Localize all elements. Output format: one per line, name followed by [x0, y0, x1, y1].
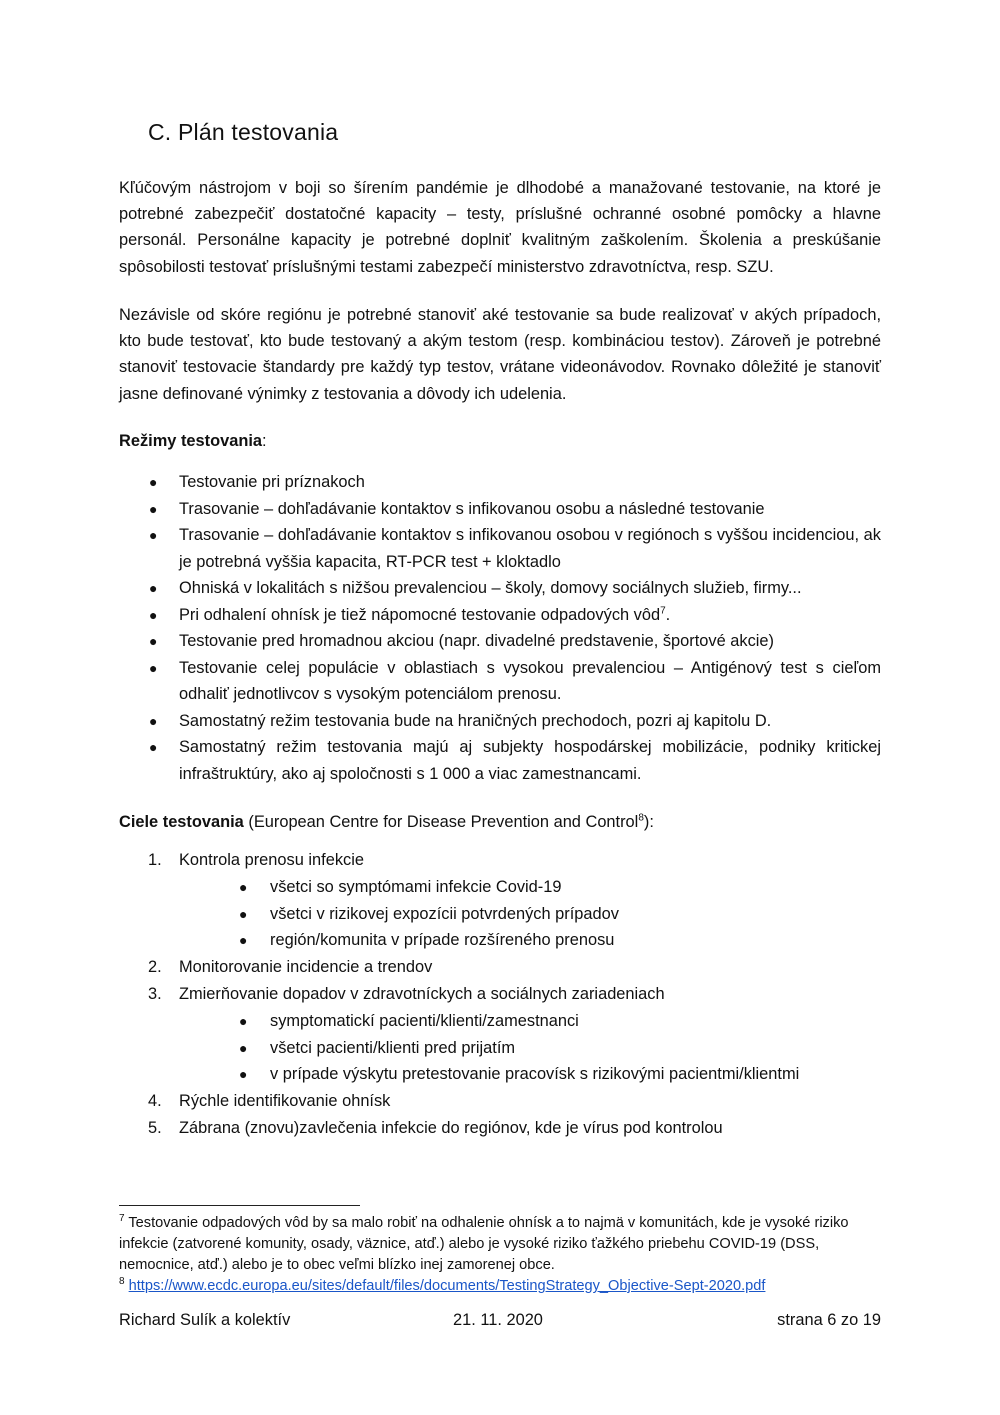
- bullet-icon: ●: [239, 905, 248, 922]
- sublist-item-text: všetci v rizikovej expozícii potvrdených prípadov: [270, 904, 619, 923]
- footnotes: [119, 1213, 881, 1297]
- list-item: [119, 602, 881, 629]
- goal-label: Rýchle identifikovanie ohnísk: [179, 1092, 391, 1111]
- sublist-item: [119, 1035, 881, 1062]
- bullet-icon: ●: [149, 527, 158, 543]
- list-item-text: Testovanie pred hromadnou akciou (napr. divadelné predstavenie, športové akcie): [179, 632, 774, 650]
- footnote-number: 8: [119, 1276, 125, 1288]
- bullet-icon: ●: [149, 659, 158, 676]
- list-item: [119, 655, 881, 708]
- list-item-text: Testovanie celej populácie v oblastiach s vysokou prevalenciou – Antigénový test s cieľom odhaliť jednotlivcov s vysokým potenciálom prenosu.: [179, 658, 881, 703]
- intro-paragraph-1: Kľúčovým nástrojom v boji so šírením pandémie je dlhodobé a manažované testovanie, na ktoré je potrebné zabezpečiť dostatočné kapacity – testy, príslušné ochranné osobné pomôcky a hlavne personál. Personálne kapacity je potrebné doplniť kvalitným zaškolením. Školenia a preskúšanie spôsobilosti testovať príslušnými testami zabezpečí ministerstvo zdravotníctva, resp. SZU.: [119, 179, 881, 276]
- bullet-icon: ●: [149, 500, 158, 517]
- footnote-ref-after: .: [665, 605, 671, 624]
- goal-item: [119, 847, 881, 954]
- goals-heading-bold: Ciele testovania: [119, 813, 244, 831]
- footer-page-number: strana 6 zo 19: [777, 1311, 881, 1329]
- modes-heading-tail: :: [262, 432, 267, 450]
- list-item: [119, 708, 881, 735]
- sublist-item: [119, 901, 881, 928]
- goal-number: 4.: [148, 1092, 162, 1111]
- goal-sublist: [179, 1008, 881, 1088]
- bullet-icon: ●: [149, 633, 158, 649]
- bullet-icon: ●: [149, 739, 158, 755]
- goals-heading-tail-a: (European Centre for Disease Prevention and Control: [243, 813, 639, 831]
- list-item-text: Trasovanie – dohľadávanie kontaktov s infikovanou osobu a následné testovanie: [179, 499, 765, 518]
- bullet-icon: ●: [149, 606, 158, 623]
- bullet-icon: ●: [149, 474, 158, 490]
- goals-list: [119, 847, 881, 1142]
- list-item-text: Ohniská v lokalitách s nižšou prevalenciou – školy, domovy sociálnych služieb, firmy...: [179, 579, 802, 597]
- bullet-icon: ●: [239, 878, 248, 895]
- list-item: [119, 628, 881, 655]
- section-title: C. Plán testovania: [148, 119, 339, 145]
- sublist-item: [119, 1008, 881, 1035]
- sublist-item-text: región/komunita v prípade rozšíreného prenosu: [270, 931, 615, 950]
- goal-item: [119, 981, 881, 1088]
- sublist-item-text: symptomatickí pacienti/klienti/zamestnanci: [270, 1011, 579, 1030]
- footnote-link[interactable]: https://www.ecdc.europa.eu/sites/default/files/documents/TestingStrategy_Objective-Sept-2020.pdf: [128, 1278, 766, 1294]
- bullet-icon: ●: [239, 1066, 248, 1083]
- footnote-7: [119, 1213, 881, 1276]
- list-item: [119, 469, 881, 496]
- goal-number: 3.: [148, 984, 162, 1003]
- list-item: [119, 575, 881, 602]
- list-item-text: Testovanie pri príznakoch: [179, 473, 365, 491]
- goal-label: Zmierňovanie dopadov v zdravotníckych a sociálnych zariadeniach: [179, 984, 665, 1003]
- sublist-item-text: všetci so symptómami infekcie Covid-19: [270, 877, 562, 896]
- modes-heading-bold: Režimy testovania: [119, 432, 263, 450]
- sublist-item: [119, 874, 881, 901]
- list-item-text: Pri odhalení ohnísk je tiež nápomocné testovanie odpadových vôd: [179, 605, 661, 624]
- goal-item: [119, 954, 881, 981]
- footnote-8: [119, 1276, 881, 1297]
- list-item-text: Trasovanie – dohľadávanie kontaktov s infikovanou osobou v regiónoch s vyššou incidenciou, ak je potrebná vyššia kapacita, RT-PCR test + kloktadlo: [179, 526, 881, 571]
- footer-date: 21. 11. 2020: [453, 1311, 543, 1329]
- footnote-divider: [119, 1205, 360, 1206]
- sublist-item: [119, 1061, 881, 1088]
- list-item: [119, 496, 881, 523]
- goal-label: Kontrola prenosu infekcie: [179, 851, 364, 869]
- goal-number: 2.: [148, 958, 162, 977]
- bullet-icon: ●: [149, 712, 158, 729]
- footnote-ref-8[interactable]: 8: [638, 812, 644, 824]
- intro-paragraph-2: Nezávisle od skóre regiónu je potrebné stanoviť aké testovanie sa bude realizovať v akých prípadoch, kto bude testovať, kto bude testovaný a akým testom (resp. kombináciou testov). Zároveň je potrebné stanoviť testovacie štandardy pre každý typ testov, vrátane videonávodov. Rovnako dôležité je stanoviť jasne definované výnimky z testovania a dôvody ich udelenia.: [119, 306, 881, 403]
- list-item: [119, 734, 881, 787]
- footnote-ref-7[interactable]: 7: [660, 605, 666, 617]
- footnote-text: Testovanie odpadových vôd by sa malo robiť na odhalenie ohnísk a to najmä v komunitách, kde je vysoké riziko infekcie (zatvorené komunity, osady, väznice, atď.) alebo je vysoké riziko ťažkého priebehu COVID-19 (DSS, nemocnice, atď.) alebo je to obec veľmi blízko inej zamorenej obce.: [119, 1215, 849, 1273]
- goals-heading-tail-b: ):: [643, 813, 654, 831]
- bullet-icon: ●: [149, 580, 158, 596]
- bullet-icon: ●: [239, 1012, 248, 1029]
- sublist-item: [119, 927, 881, 954]
- footer-author: Richard Sulík a kolektív: [119, 1311, 291, 1329]
- goals-heading: [119, 809, 654, 835]
- goal-item: [119, 1115, 881, 1142]
- goal-label: Zábrana (znovu)zavlečenia infekcie do regiónov, kde je vírus pod kontrolou: [179, 1118, 723, 1137]
- bullet-icon: ●: [239, 1039, 248, 1056]
- list-item-text: Samostatný režim testovania bude na hraničných prechodoch, pozri aj kapitolu D.: [179, 711, 772, 730]
- goal-number: 5.: [148, 1118, 162, 1137]
- modes-heading: [119, 428, 267, 454]
- footnote-number: 7: [119, 1213, 125, 1225]
- goal-item: [119, 1088, 881, 1115]
- goal-sublist: [179, 874, 881, 954]
- modes-list: [119, 469, 881, 787]
- goal-label: Monitorovanie incidencie a trendov: [179, 958, 433, 977]
- sublist-item-text: v prípade výskytu pretestovanie pracovísk s rizikovými pacientmi/klientmi: [270, 1065, 800, 1084]
- goal-number: 1.: [148, 851, 162, 869]
- bullet-icon: ●: [239, 932, 248, 949]
- sublist-item-text: všetci pacienti/klienti pred prijatím: [270, 1038, 516, 1057]
- list-item: [119, 522, 881, 575]
- list-item-text: Samostatný režim testovania majú aj subjekty hospodárskej mobilizácie, podniky kritickej infraštruktúry, ako aj spoločnosti s 1 000 a viac zamestnancami.: [179, 738, 881, 783]
